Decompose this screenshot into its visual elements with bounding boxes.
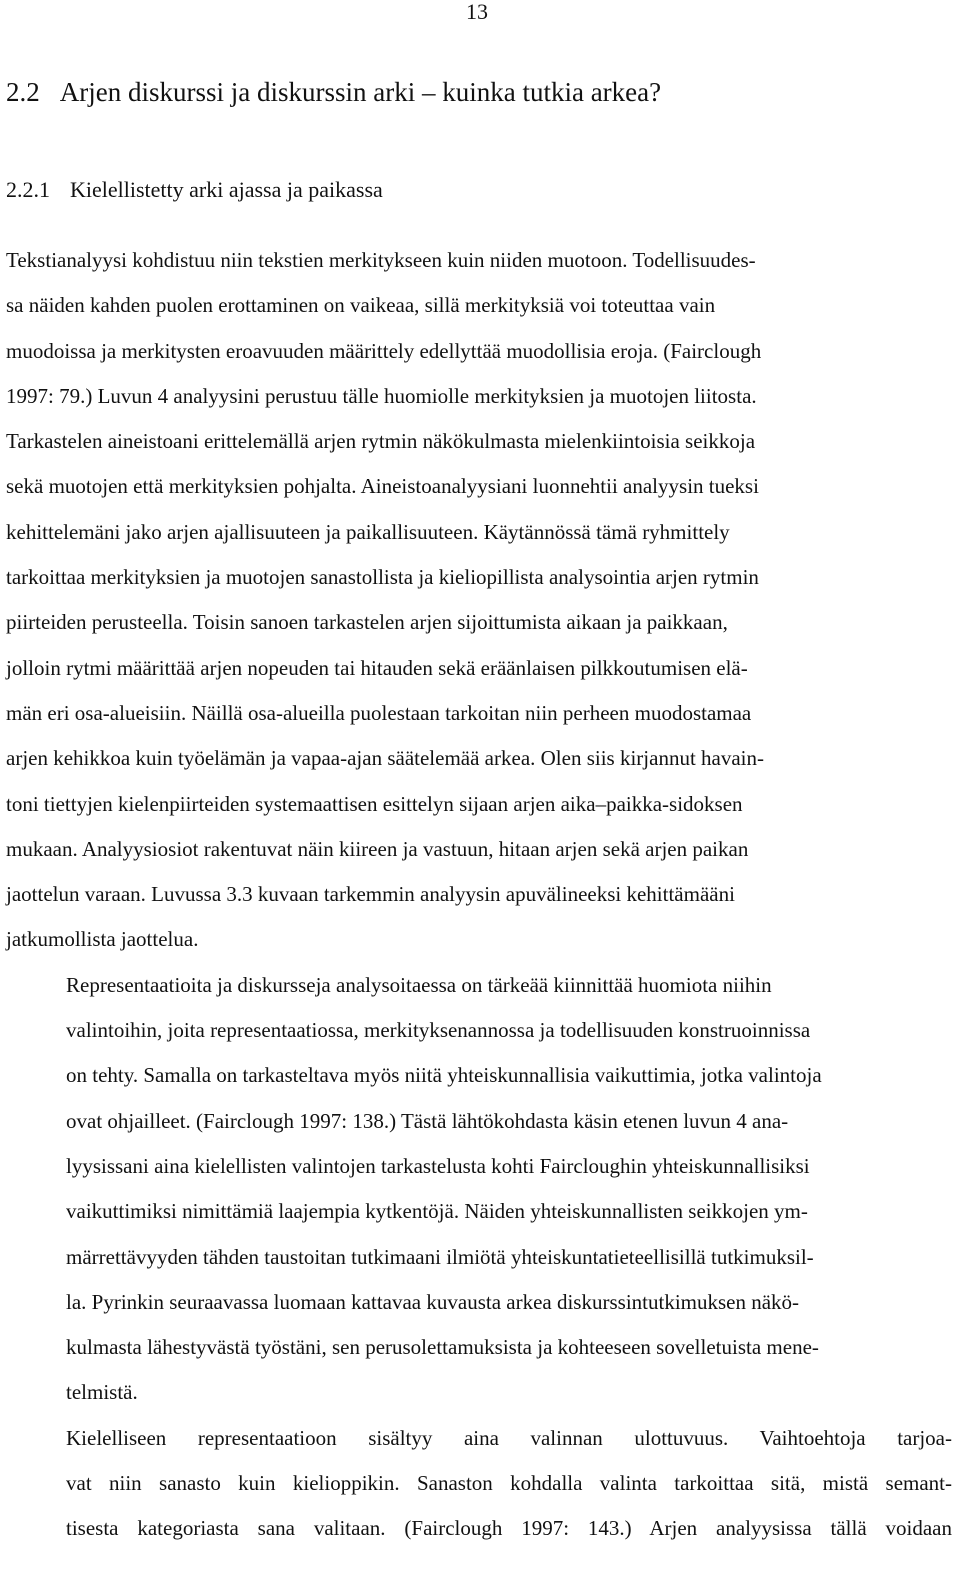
subsection-number: 2.2.1 <box>6 177 50 202</box>
text-line: jolloin rytmi määrittää arjen nopeuden tai hitauden sekä eräänlaisen pilkkoutumisen elä- <box>6 655 748 680</box>
text-line: mukaan. Analyysiosiot rakentuvat näin kiireen ja vastuun, hitaan arjen sekä arjen paikan <box>6 836 749 861</box>
text-line: valintoihin, joita representaatiossa, merkityksenannossa ja todellisuuden konstruoinnissa <box>66 1018 811 1043</box>
paragraph-3 <box>6 1416 952 1552</box>
text-line: män eri osa-alueisiin. Näillä osa-alueilla puolestaan tarkoitan niin perheen muodostamaa <box>6 700 752 725</box>
text-line: Tekstianalyysi kohdistuu niin tekstien merkitykseen kuin niiden muotoon. Todellisuudes- <box>6 248 756 272</box>
paragraph-1 <box>6 238 952 963</box>
text-line: piirteiden perusteella. Toisin sanoen tarkastelen arjen sijoittumista aikaan ja paikkaan, <box>6 610 728 635</box>
text-line: tarkoittaa merkityksien ja muotojen sanastollista ja kieliopillista analysointia arjen rytmin <box>6 565 759 590</box>
text-line: Representaatioita ja diskursseja analysoitaessa on tärkeää kiinnittää huomiota niihin <box>66 972 772 997</box>
page-number: 13 <box>466 0 488 24</box>
text-line: vat niin sanasto kuin kielioppikin. Sanaston kohdalla valinta tarkoittaa sitä, mistä semant- <box>66 1471 952 1496</box>
text-line: kulmasta lähestyvästä työstäni, sen perusolettamuksista ja kohteeseen sovelletuista mene- <box>66 1335 819 1360</box>
text-line: toni tiettyjen kielenpiirteiden systemaattisen esittelyn sijaan arjen aika–paikka-sidoksen <box>6 791 743 816</box>
text-line: kehittelemäni jako arjen ajallisuuteen ja paikallisuuteen. Käytännössä tämä ryhmittely <box>6 519 730 544</box>
text-line: ovat ohjailleet. (Fairclough 1997: 138.) Tästä lähtökohdasta käsin etenen luvun 4 ana- <box>66 1108 789 1133</box>
text-line: la. Pyrinkin seuraavassa luomaan kattavaa kuvausta arkea diskurssintutkimuksen näkö- <box>66 1289 800 1314</box>
text-line: sa näiden kahden puolen erottaminen on vaikeaa, sillä merkityksiä voi toteuttaa vain <box>6 293 716 318</box>
section-title: Arjen diskurssi ja diskurssin arki – kuinka tutkia arkea? <box>59 77 662 107</box>
text-line: muodoissa ja merkitysten eroavuuden määrittely edellyttää muodollisia eroja. (Fairclough <box>6 338 762 363</box>
text-line: vaikuttimiksi nimittämiä laajempia kytkentöjä. Näiden yhteiskunnallisten seikkojen ym- <box>66 1199 808 1224</box>
text-line: tisesta kategoriasta sana valitaan. (Fairclough 1997: 143.) Arjen analyysissa tällä voidaan <box>66 1516 952 1541</box>
text-line: 1997: 79.) Luvun 4 analyysini perustuu tälle huomiolle merkityksien ja muotojen liitosta. <box>6 383 757 408</box>
body-text <box>6 238 952 1552</box>
section-heading <box>6 72 946 112</box>
text-line: sekä muotojen että merkityksien pohjalta. Aineistoanalyysiani luonnehtii analyysin tueksi <box>6 474 759 499</box>
text-line: arjen kehikkoa kuin työelämän ja vapaa-ajan säätelemää arkea. Olen siis kirjannut havain- <box>6 746 765 771</box>
text-line: lyysissani aina kielellisten valintojen tarkastelusta kohti Faircloughin yhteiskunnallisiksi <box>66 1153 810 1178</box>
text-line: Tarkastelen aineistoani erittelemällä arjen rytmin näkökulmasta mielenkiintoisia seikkoja <box>6 429 756 454</box>
text-line: on tehty. Samalla on tarkasteltava myös niitä yhteiskunnallisia vaikuttimia, jotka valintoja <box>66 1063 822 1088</box>
section-number: 2.2 <box>6 77 40 107</box>
text-line: jatkumollista jaottelua. <box>6 927 199 952</box>
text-line: jaottelun varaan. Luvussa 3.3 kuvaan tarkemmin analyysin apuvälineeksi kehittämääni <box>6 882 735 907</box>
text-line: telmistä. <box>66 1380 138 1405</box>
paragraph-2 <box>6 963 952 1416</box>
subsection-heading <box>6 172 946 208</box>
text-line: märrettävyyden tähden taustoitan tutkimaani ilmiötä yhteiskuntatieteellisillä tutkimuksil- <box>66 1244 814 1269</box>
subsection-title: Kielellistetty arki ajassa ja paikassa <box>70 177 383 202</box>
text-line: Kielelliseen representaatioon sisältyy aina valinnan ulottuvuus. Vaihtoehtoja tarjoa- <box>66 1425 952 1450</box>
